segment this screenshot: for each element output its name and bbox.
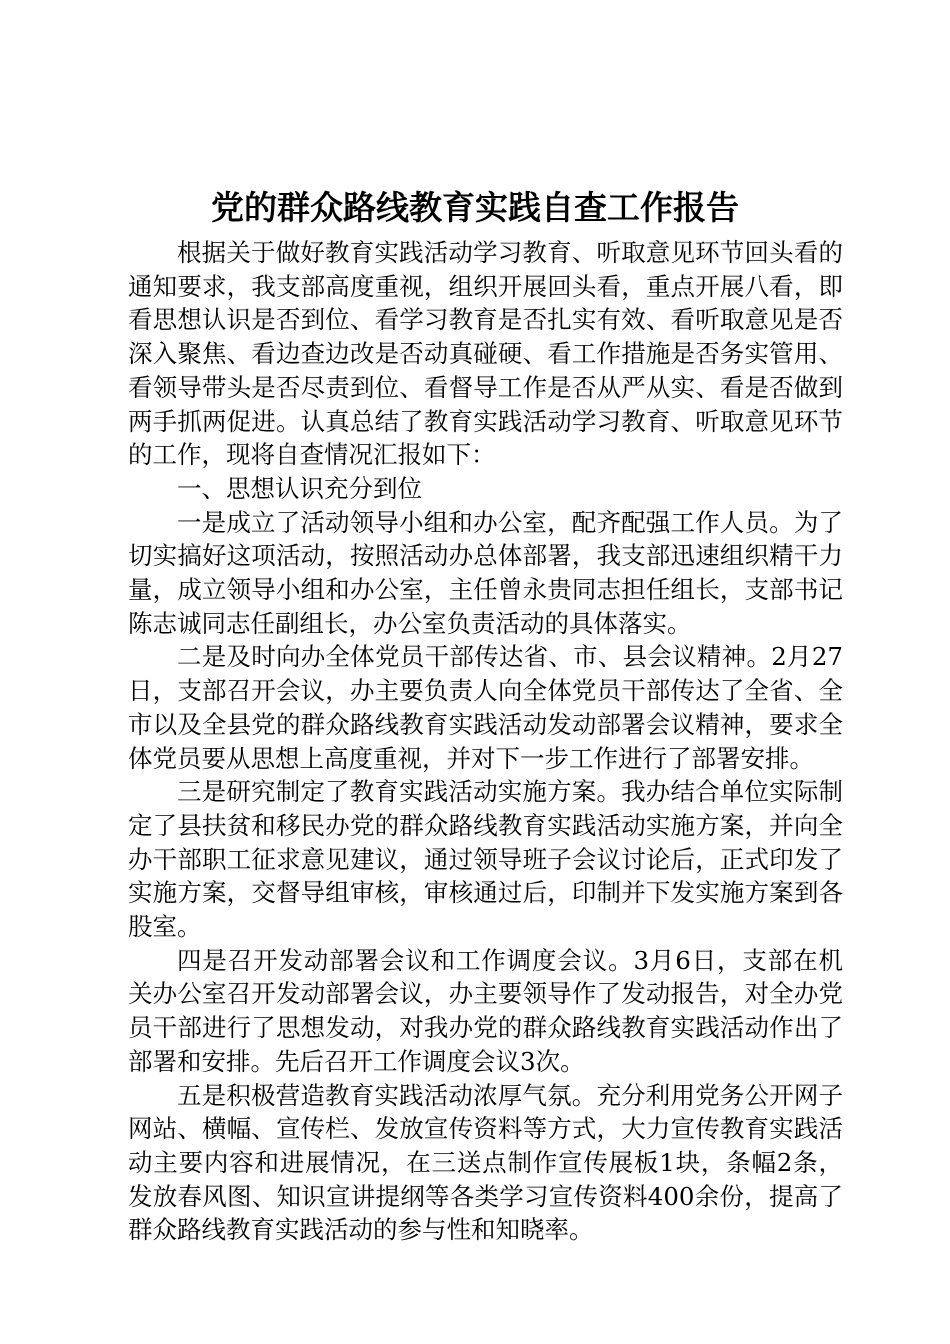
paragraph-item-1: 一是成立了活动领导小组和办公室，配齐配强工作人员。为了切实搞好这项活动，按照活动办总体部署，我支部迅速组织精干力量，成立领导小组和办公室，主任曾永贵同志担任组长，支部书记陈志诚同志任副组长，办公室负责活动的具体落实。 <box>128 507 843 638</box>
paragraph-item-2: 二是及时向办全体党员干部传达省、市、县会议精神。2月27日，支部召开会议，办主要负责人向全体党员干部传达了全省、全市以及全县党的群众路线教育实践活动发动部署会议精神，要求全体党员要从思想上高度重视，并对下一步工作进行了部署安排。 <box>128 642 843 773</box>
paragraph-item-3: 三是研究制定了教育实践活动实施方案。我办结合单位实际制定了县扶贫和移民办党的群众路线教育实践活动实施方案，并向全办干部职工征求意见建议，通过领导班子会议讨论后，正式印发了实施方案，交督导组审核，审核通过后，印制并下发实施方案到各股室。 <box>128 777 843 942</box>
intro-paragraph: 根据关于做好教育实践活动学习教育、听取意见环节回头看的通知要求，我支部高度重视，组织开展回头看，重点开展八看，即看思想认识是否到位、看学习教育是否扎实有效、看听取意见是否深入聚焦、看边查边改是否动真碰硬、看工作措施是否务实管用、看领导带头是否尽责到位、看督导工作是否从严从实、看是否做到两手抓两促进。认真总结了教育实践活动学习教育、听取意见环节的工作，现将自查情况汇报如下： <box>128 238 843 470</box>
paragraph-item-4: 四是召开发动部署会议和工作调度会议。3月6日，支部在机关办公室召开发动部署会议，办主要领导作了发动报告，对全办党员干部进行了思想发动，对我办党的群众路线教育实践活动作出了部署和安排。先后召开工作调度会议3次。 <box>128 945 843 1076</box>
paragraph-item-5: 五是积极营造教育实践活动浓厚气氛。充分利用党务公开网子网站、横幅、宣传栏、发放宣传资料等方式，大力宣传教育实践活动主要内容和进展情况，在三送点制作宣传展板1块，条幅2条，发放春风图、知识宣讲提纲等各类学习宣传资料400余份，提高了群众路线教育实践活动的参与性和知晓率。 <box>128 1080 843 1245</box>
document-body <box>128 236 843 1247</box>
document-title: 党的群众路线教育实践自查工作报告 <box>211 188 739 227</box>
section-heading: 一、思想认识充分到位 <box>177 473 422 503</box>
